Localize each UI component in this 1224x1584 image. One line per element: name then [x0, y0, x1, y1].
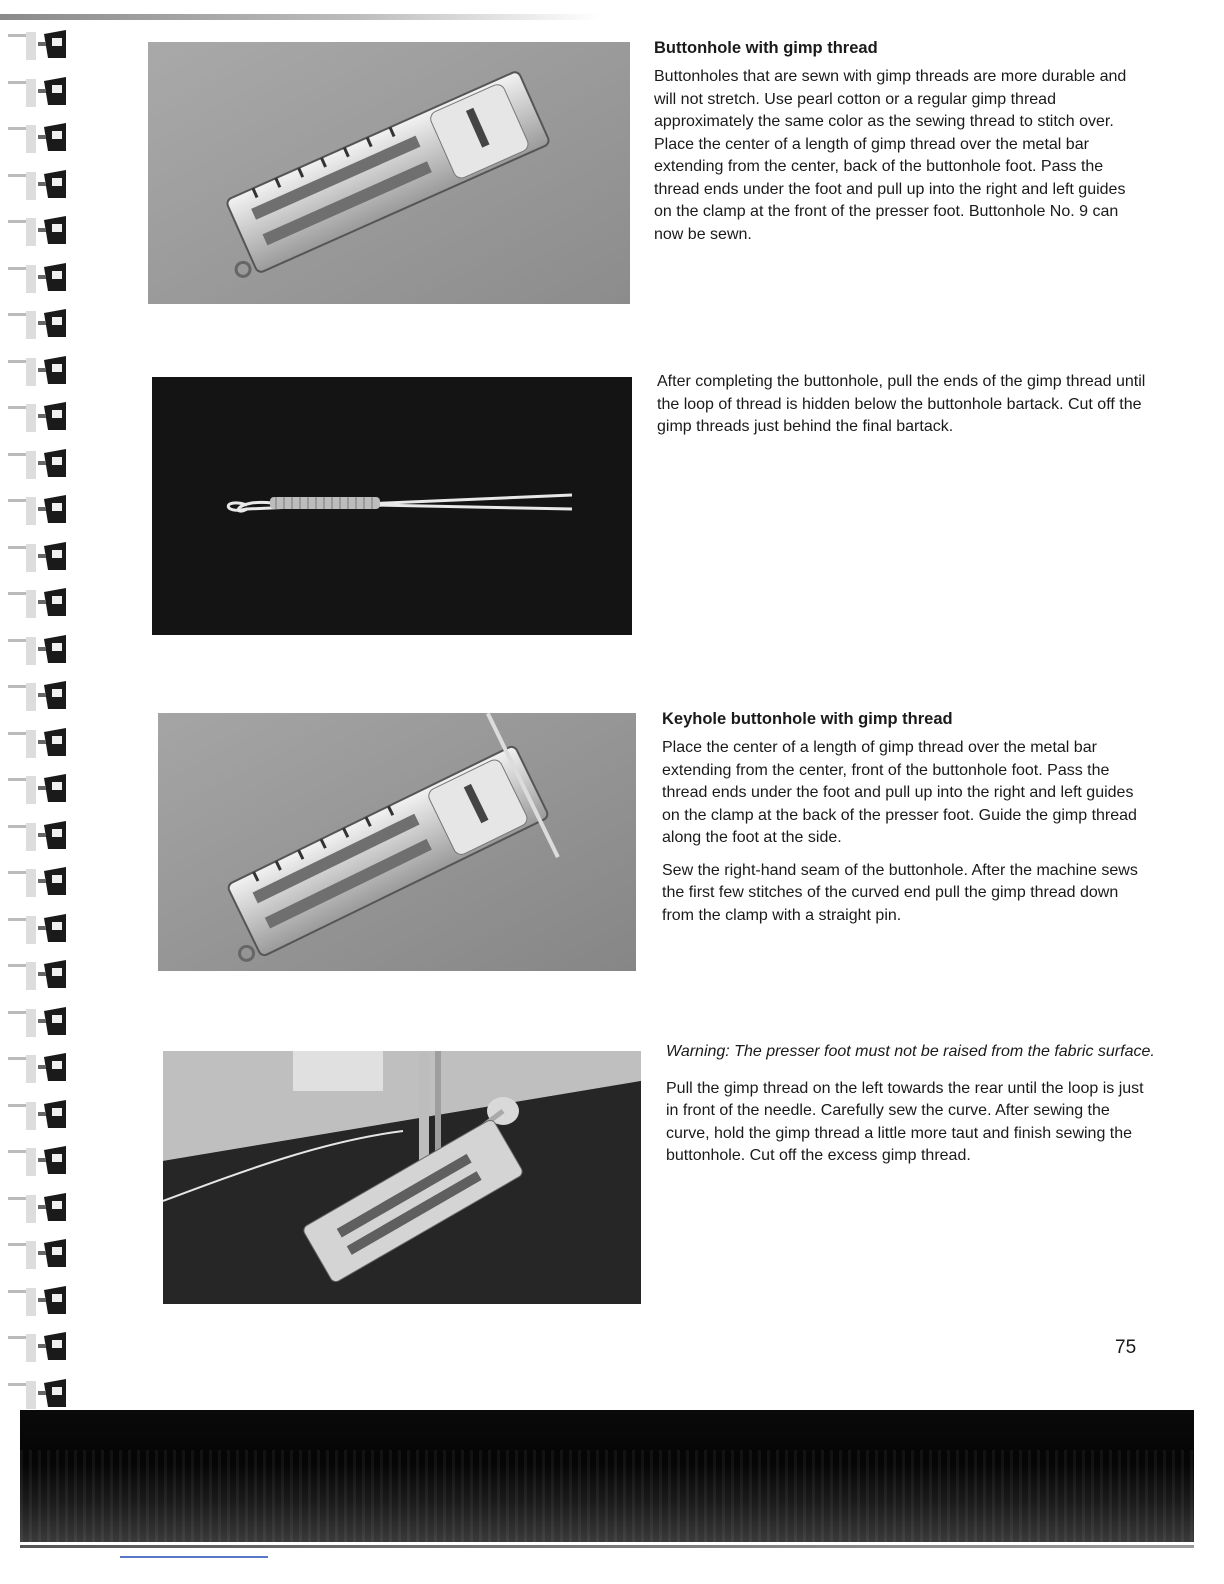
- heading-keyhole-gimp: Keyhole buttonhole with gimp thread: [662, 710, 953, 728]
- photo-gimp-thread-loop: [152, 377, 632, 635]
- scan-top-strip: [0, 14, 600, 20]
- spiral-coil: [8, 261, 98, 297]
- spiral-binding: [8, 28, 98, 1408]
- spiral-coil: [8, 772, 98, 808]
- keyhole-foot-illustration: [158, 713, 636, 971]
- spiral-coil: [8, 75, 98, 111]
- spiral-coil: [8, 1377, 98, 1413]
- section-after-completing: [657, 371, 1147, 449]
- scan-bottom-edge: [20, 1545, 1194, 1548]
- heading-buttonhole-gimp: Buttonhole with gimp thread: [654, 39, 878, 57]
- spiral-coil: [8, 400, 98, 436]
- spiral-coil: [8, 493, 98, 529]
- scan-bottom-band: [20, 1410, 1194, 1542]
- spiral-coil: [8, 1330, 98, 1366]
- spiral-coil: [8, 447, 98, 483]
- paragraph-keyhole-place: Place the center of a length of gimp thread over the metal bar extending from the center, front of the buttonhole foot. Pass the thread ends under the foot and pull up into the right and left guides on the clamp at the back of the presser foot. Guide the gimp thread along the foot at the side.: [662, 739, 1137, 846]
- photo-buttonhole-foot: [148, 42, 630, 304]
- gimp-loop-illustration: [152, 377, 632, 635]
- warning-text: Warning: The presser foot must not be raised from the fabric surface.: [666, 1043, 1155, 1060]
- spiral-coil: [8, 912, 98, 948]
- spiral-coil: [8, 354, 98, 390]
- spiral-coil: [8, 1191, 98, 1227]
- paragraph-buttonhole-gimp: Buttonholes that are sewn with gimp threads are more durable and will not stretch. Use pearl cotton or a regular gimp thread approximately the same color as the sewing thread to stitch over. Place the center of a length of gimp thread over the metal bar extending from the center, back of the buttonhole foot. Pass the thread ends under the foot and pull up into the right and left guides on the clamp at the front of the presser foot. Buttonhole No. 9 can now be sewn.: [654, 68, 1127, 243]
- buttonhole-foot-illustration: [148, 42, 630, 304]
- photo-keyhole-buttonhole-foot: [158, 713, 636, 971]
- section-keyhole-gimp: [662, 709, 1152, 937]
- spiral-coil: [8, 540, 98, 576]
- spiral-coil: [8, 633, 98, 669]
- presser-foot-illustration: [163, 1051, 641, 1304]
- spiral-coil: [8, 168, 98, 204]
- spiral-coil: [8, 726, 98, 762]
- spiral-coil: [8, 1098, 98, 1134]
- paragraph-pull-gimp: Pull the gimp thread on the left towards the rear until the loop is just in front of the needle. Carefully sew the curve. After sewing the curve, hold the gimp thread a little more taut and finish sewing the buttonhole. Cut off the excess gimp thread.: [666, 1079, 1144, 1164]
- spiral-coil: [8, 28, 98, 64]
- spiral-coil: [8, 1051, 98, 1087]
- spiral-coil: [8, 121, 98, 157]
- spiral-coil: [8, 958, 98, 994]
- spiral-coil: [8, 865, 98, 901]
- spiral-coil: [8, 1284, 98, 1320]
- scan-bottom-mark: [120, 1556, 268, 1558]
- spiral-coil: [8, 1144, 98, 1180]
- photo-sewing-presser-foot: [163, 1051, 641, 1304]
- spiral-coil: [8, 1005, 98, 1041]
- spiral-coil: [8, 307, 98, 343]
- section-buttonhole-gimp: [654, 38, 1144, 256]
- spiral-coil: [8, 214, 98, 250]
- page-number: 75: [1115, 1337, 1137, 1358]
- section-warning: [666, 1041, 1156, 1178]
- spiral-coil: [8, 819, 98, 855]
- spiral-coil: [8, 1237, 98, 1273]
- spiral-coil: [8, 679, 98, 715]
- spiral-coil: [8, 586, 98, 622]
- paragraph-keyhole-sew: Sew the right-hand seam of the buttonhole. After the machine sews the first few stitches of the curved end pull the gimp thread down from the clamp with a straight pin.: [662, 861, 1138, 924]
- paragraph-after-completing: After completing the buttonhole, pull the ends of the gimp thread until the loop of thread is hidden below the buttonhole bartack. Cut off the gimp threads just behind the final bartack.: [657, 373, 1146, 435]
